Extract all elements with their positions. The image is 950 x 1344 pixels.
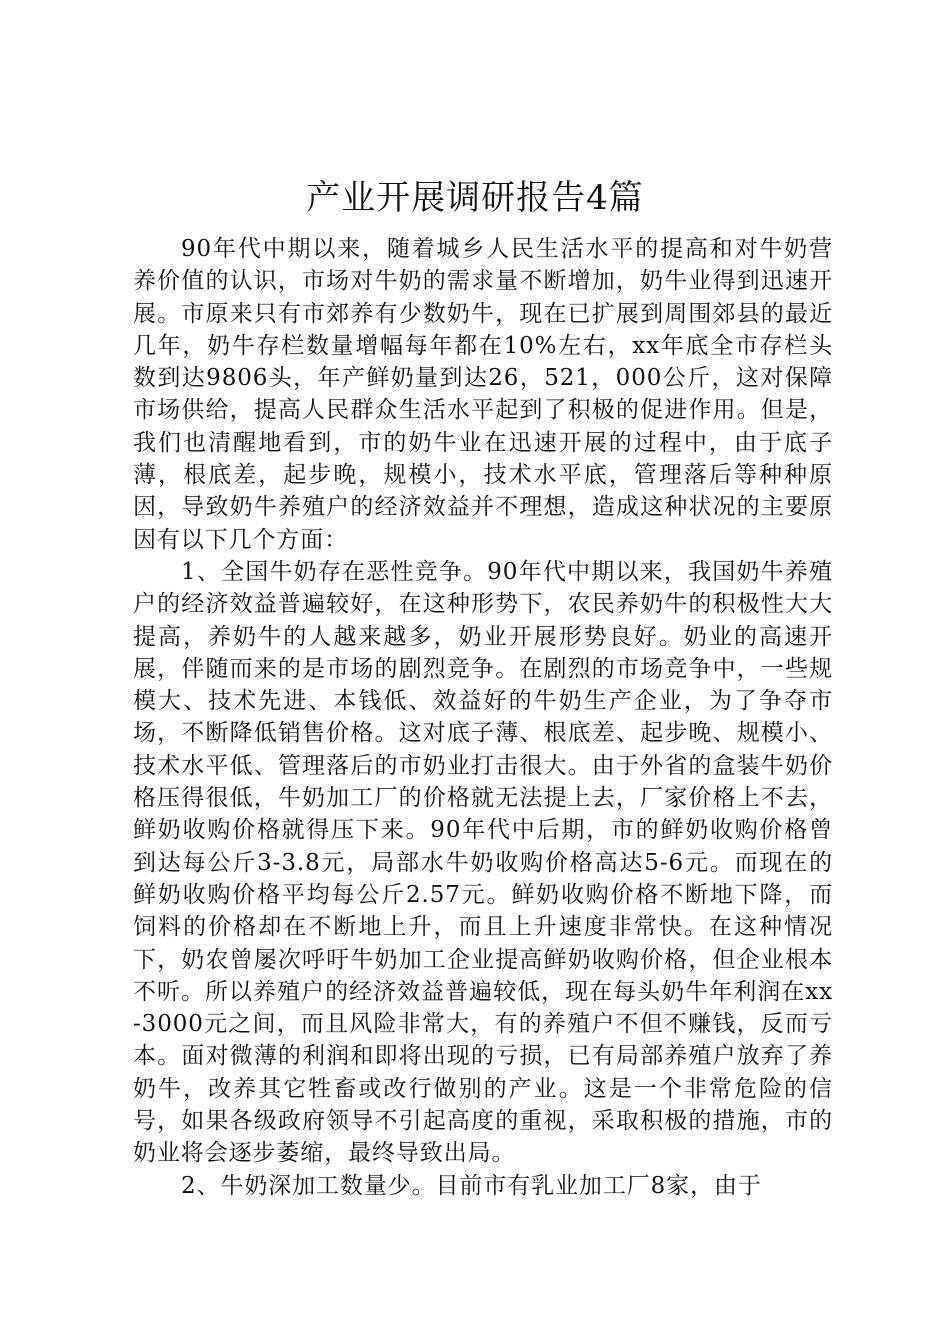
paragraph-intro: 90年代中期以来，随着城乡人民生活水平的提高和对牛奶营养价值的认识，市场对牛奶的需求量不断增加，奶牛业得到迅速开展。市原来只有市郊养有少数奶牛，现在已扩展到周围郊县的最近几年，奶牛存栏数量增幅每年都在10%左右，xx年底全市存栏头数到达9806头，年产鲜奶量到达26，521，000公斤，这对保障市场供给，提高人民群众生活水平起到了积极的促进作用。但是，我们也清醒地看到，市的奶牛业在迅速开展的过程中，由于底子薄，根底差，起步晚，规模小，技术水平底，管理落后等种种原因，导致奶牛养殖户的经济效益并不理想，造成这种状况的主要原因有以下几个方面： <box>133 236 833 553</box>
document-title: 产业开展调研报告4篇 <box>306 178 644 218</box>
paragraph-point-1: 1、全国牛奶存在恶性竞争。90年代中期以来，我国奶牛养殖户的经济效益普遍较好，在这种形势下，农民养奶牛的积极性大大提高，养奶牛的人越来越多，奶业开展形势良好。奶业的高速开展，伴随而来的是市场的剧烈竞争。在剧烈的市场竞争中，一些规模大、技术先进、本钱低、效益好的牛奶生产企业，为了争夺市场，不断降低销售价格。这对底子薄、根底差、起步晚、规模小、技术水平低、管理落后的市奶业打击很大。由于外省的盒装牛奶价格压得很低，牛奶加工厂的价格就无法提上去，厂家价格上不去，鲜奶收购价格就得压下来。90年代中后期，市的鲜奶收购价格曾到达每公斤3-3.8元，局部水牛奶收购价格高达5-6元。而现在的鲜奶收购价格平均每公斤2.57元。鲜奶收购价格不断地下降，而饲料的价格却在不断地上升，而且上升速度非常快。在这种情况下，奶农曾屡次呼吁牛奶加工企业提高鲜奶收购价格，但企业根本不听。所以养殖户的经济效益普遍较低，现在每头奶牛年利润在xx-3000元之间，而且风险非常大，有的养殖户不但不赚钱，反而亏本。面对微薄的利润和即将出现的亏损，已有局部养殖户放弃了养奶牛，改养其它牲畜或改行做别的产业。这是一个非常危险的信号，如果各级政府领导不引起高度的重视，采取积极的措施，市的奶业将会逐步萎缩，最终导致出局。 <box>133 558 833 1167</box>
paragraph-point-2: 2、牛奶深加工数量少。目前市有乳业加工厂8家，由于 <box>181 1172 762 1199</box>
document-body <box>133 233 833 1202</box>
